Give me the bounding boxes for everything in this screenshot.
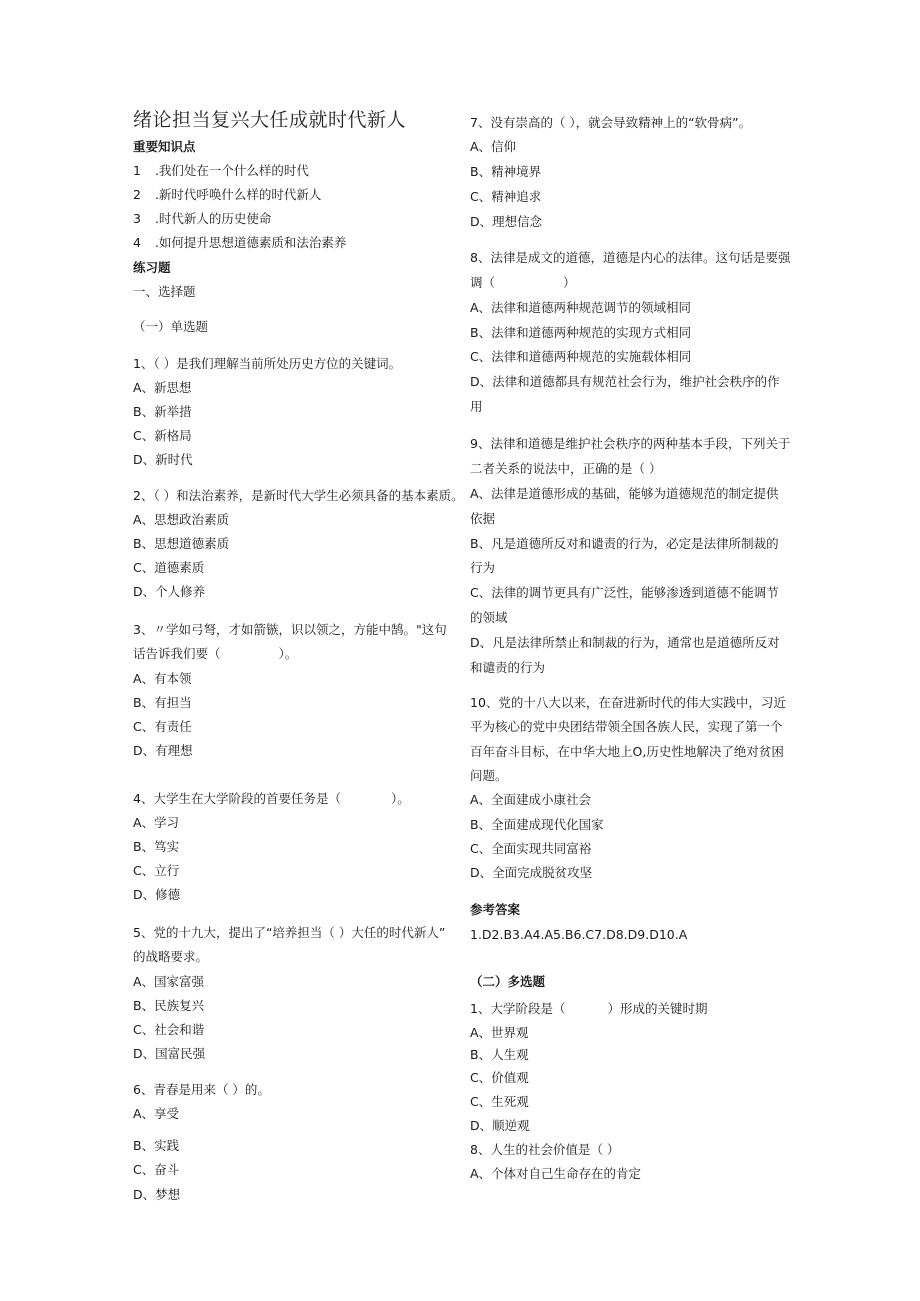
question-6-option: C、奋斗 <box>133 1162 180 1177</box>
question-8-option-cont: 用 <box>470 399 483 414</box>
question-9-stem-cont: 二者关系的说法中，正确的是（ ） <box>470 461 662 476</box>
question-2-option: C、道德素质 <box>133 560 205 575</box>
multi-question-1-option: C、价值观 <box>470 1070 529 1085</box>
question-3-option: D、有理想 <box>133 743 193 758</box>
answers-text: 1.D2.B3.A4.A5.B6.C7.D8.D9.D10.A <box>470 927 688 942</box>
question-10-line: 平为核心的党中央团结带领全国各族人民，实现了第一个 <box>470 719 783 734</box>
multi-question-8-option: A、个体对自己生命存在的肯定 <box>470 1166 642 1181</box>
question-10-option: A、全面建成小康社会 <box>470 792 592 807</box>
question-10-line: 问题。 <box>470 768 508 783</box>
question-9-line: 依据 <box>470 511 496 526</box>
question-8-stem: 8、法律是成文的道德，道德是内心的法律。这句话是要强 <box>470 250 791 265</box>
question-4-option: A、学习 <box>133 815 180 830</box>
exercises-heading: 练习题 <box>133 260 171 275</box>
question-8-option: A、法律和道德两种规范调节的领域相同 <box>470 300 692 315</box>
multi-question-1-option: A、世界观 <box>470 1025 529 1040</box>
question-6-stem: 6、青春是用来（ ）的。 <box>133 1082 270 1097</box>
question-1-option: A、新思想 <box>133 380 192 395</box>
question-4-stem: 4、大学生在大学阶段的首要任务是（ ）。 <box>133 791 410 806</box>
question-5-stem-cont: 的战略要求。 <box>133 949 209 964</box>
question-10-line: 百年奋斗目标，在中华大地上O,历史性地解决了绝对贫困 <box>470 744 784 759</box>
question-9-line: A、法律是道德形成的基础，能够为道德规范的制定提供 <box>470 486 779 501</box>
question-9-line: B、凡是道德所反对和谴责的行为，必定是法律所制裁的 <box>470 536 779 551</box>
question-3-option: B、有担当 <box>133 695 192 710</box>
question-1-stem: 1、（ ）是我们理解当前所处历史方位的关键词。 <box>133 356 402 371</box>
question-4-option: C、立行 <box>133 863 180 878</box>
multi-question-1-option: B、人生观 <box>470 1047 529 1062</box>
question-10-option: B、全面建成现代化国家 <box>470 817 604 832</box>
question-1-option: C、新格局 <box>133 428 192 443</box>
question-2-option: B、思想道德素质 <box>133 536 230 551</box>
question-5-option: A、国家富强 <box>133 974 205 989</box>
multi-choice-heading: （二）多选题 <box>470 974 546 989</box>
question-5-option: B、民族复兴 <box>133 998 205 1013</box>
question-3-option: A、有本领 <box>133 671 192 686</box>
multi-question-8-stem: 8、人生的社会价值是（ ） <box>470 1142 620 1157</box>
question-1-option: D、新时代 <box>133 452 193 467</box>
question-9-line: 的领域 <box>470 610 508 625</box>
section-choice: 一、选择题 <box>133 284 196 299</box>
question-2-stem: 2、（ ）和法治素养，是新时代大学生必须具备的基本素质。 <box>133 488 464 503</box>
question-2-option: A、思想政治素质 <box>133 512 230 527</box>
key-point-item: 4 .如何提升思想道德素质和法治素养 <box>133 235 347 250</box>
question-3-stem-cont: 话告诉我们要（ ）。 <box>133 646 298 661</box>
question-3-stem: 3、〃学如弓弩，才如箭镞，识以领之，方能中鹄。"这句 <box>133 622 447 637</box>
question-9-stem: 9、法律和道德是维护社会秩序的两种基本手段，下列关于 <box>470 436 791 451</box>
question-9-line: 和谴责的行为 <box>470 660 546 675</box>
question-5-stem: 5、党的十九大，提出了“培养担当（ ）大任的时代新人” <box>133 925 446 940</box>
single-choice-heading: （一）单选题 <box>133 319 209 334</box>
multi-question-1-option: C、生死观 <box>470 1094 529 1109</box>
question-3-option: C、有责任 <box>133 719 192 734</box>
question-6-option: A、享受 <box>133 1106 180 1121</box>
question-8-option: B、法律和道德两种规范的实现方式相同 <box>470 325 692 340</box>
multi-question-1-option: D、顺逆观 <box>470 1118 530 1133</box>
question-7-option: B、精神境界 <box>470 164 542 179</box>
question-7-stem: 7、没有崇高的（ ），就会导致精神上的“软骨病”。 <box>470 115 752 130</box>
multi-question-1-stem: 1、大学阶段是（ ）形成的关键时期 <box>470 1001 708 1016</box>
question-2-option: D、个人修养 <box>133 584 206 599</box>
question-7-option: C、精神追求 <box>470 189 542 204</box>
question-9-line: D、凡是法律所禁止和制裁的行为，通常也是道德所反对 <box>470 635 780 650</box>
question-9-line: C、法律的调节更具有广泛性，能够渗透到道德不能调节 <box>470 585 779 600</box>
question-7-option: A、信仰 <box>470 139 517 154</box>
question-6-option: D、梦想 <box>133 1187 181 1202</box>
page-title: 绪论担当复兴大任成就时代新人 <box>133 109 407 131</box>
question-8-stem-cont: 调（ ） <box>470 275 576 290</box>
key-point-item: 3 .时代新人的历史使命 <box>133 211 272 226</box>
question-10-line: 10、党的十八大以来，在奋进新时代的伟大实践中，习近 <box>470 695 786 710</box>
question-7-option: D、理想信念 <box>470 214 543 229</box>
question-8-option: C、法律和道德两种规范的实施载体相同 <box>470 349 692 364</box>
question-10-option: C、全面实现共同富裕 <box>470 841 592 856</box>
key-points-heading: 重要知识点 <box>133 139 196 154</box>
answers-heading: 参考答案 <box>470 902 521 917</box>
question-4-option: B、笃实 <box>133 839 180 854</box>
question-5-option: C、社会和谐 <box>133 1022 205 1037</box>
question-6-option: B、实践 <box>133 1138 180 1153</box>
question-9-line: 行为 <box>470 560 496 575</box>
key-point-item: 2 .新时代呼唤什么样的时代新人 <box>133 187 322 202</box>
question-8-option: D、法律和道德都具有规范社会行为，维护社会秩序的作 <box>470 374 780 389</box>
question-1-option: B、新举措 <box>133 404 192 419</box>
question-5-option: D、国富民强 <box>133 1046 206 1061</box>
key-point-item: 1 .我们处在一个什么样的时代 <box>133 163 309 178</box>
question-4-option: D、修德 <box>133 887 181 902</box>
question-10-option: D、全面完成脱贫攻坚 <box>470 865 593 880</box>
